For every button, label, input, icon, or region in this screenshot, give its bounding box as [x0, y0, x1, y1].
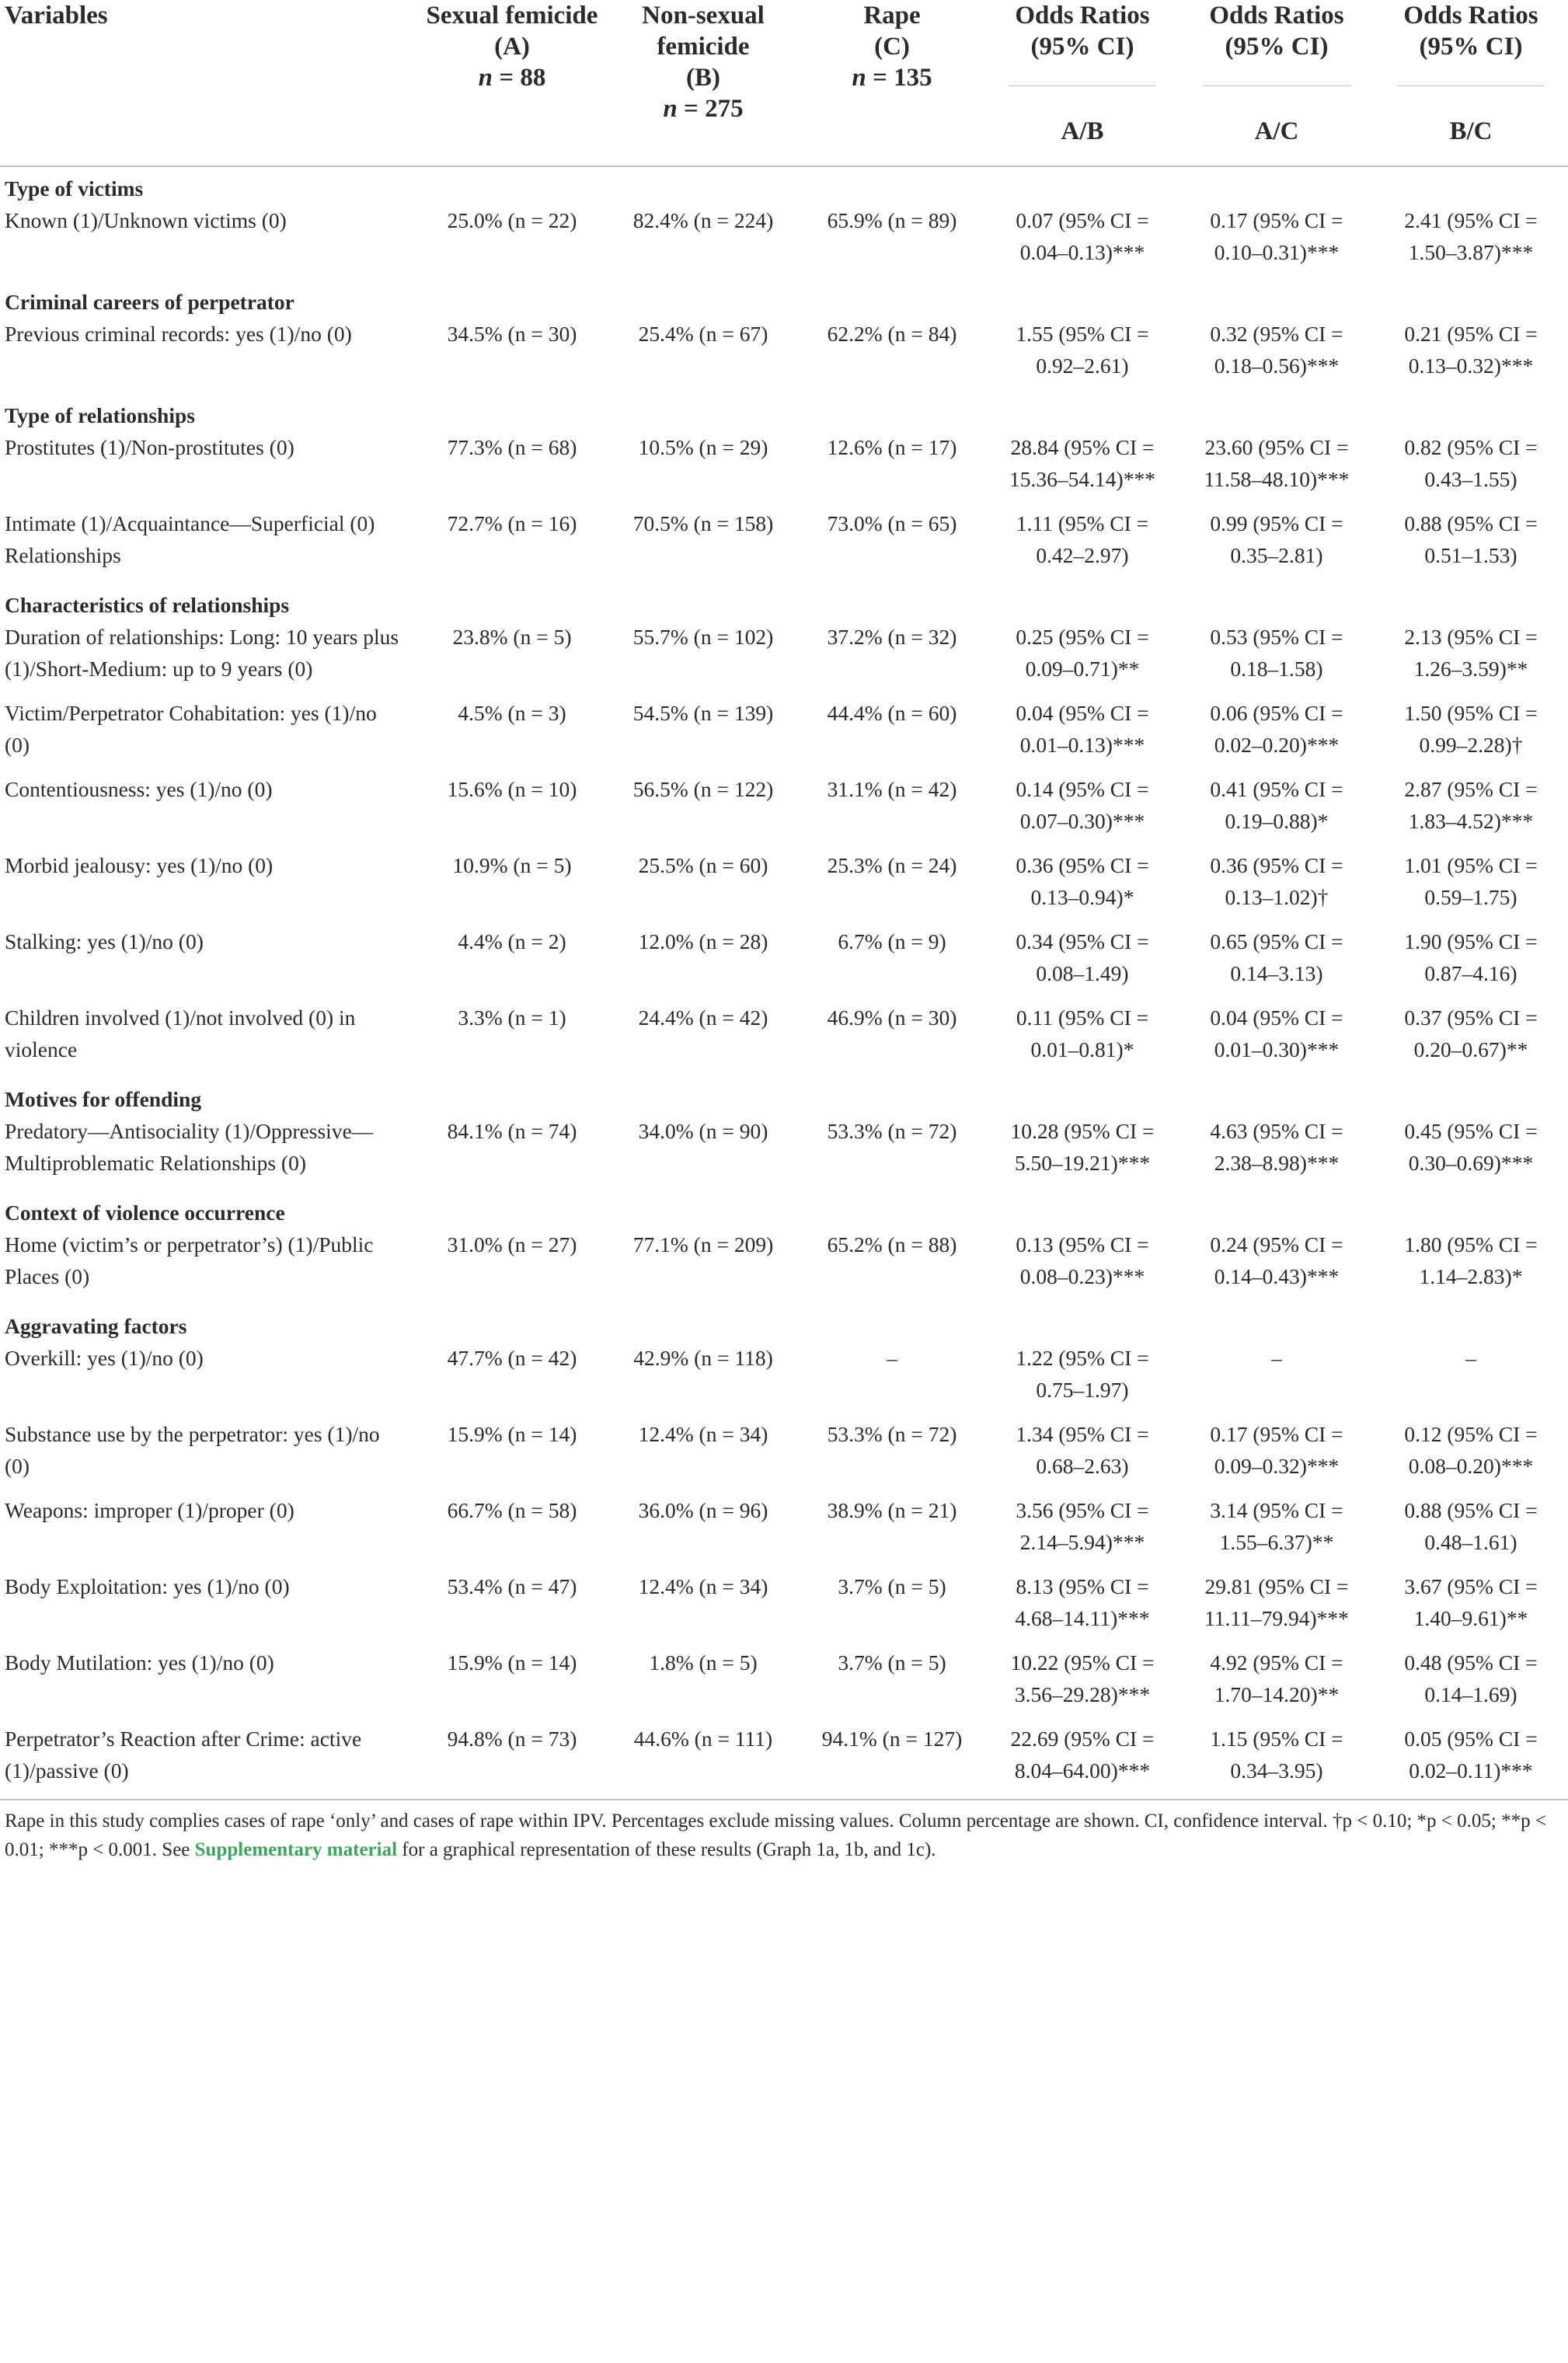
variable-label: Perpetrator’s Reaction after Crime: active (1)/passive (0)	[5, 1727, 362, 1783]
cell-or-ab: 0.13 (95% CI = 0.08–0.23)***	[1016, 1232, 1149, 1288]
table-row	[0, 849, 1568, 913]
cell-group-a: 72.7% (n = 16)	[447, 511, 577, 535]
cell-group-c: 46.9% (n = 30)	[827, 1005, 957, 1030]
cell-group-c: 31.1% (n = 42)	[827, 777, 957, 801]
cell-group-c: 53.3% (n = 72)	[827, 1119, 957, 1143]
cell-group-a: 34.5% (n = 30)	[447, 322, 577, 346]
cell-or-ab: 8.13 (95% CI = 4.68–14.11)***	[1015, 1574, 1150, 1630]
cell-group-c: 3.7% (n = 5)	[838, 1574, 946, 1598]
cell-group-b: 36.0% (n = 96)	[638, 1498, 768, 1522]
section-heading-row	[0, 1191, 1568, 1229]
cell-group-a: 77.3% (n = 68)	[447, 435, 577, 459]
cell-or-bc: 2.13 (95% CI = 1.26–3.59)**	[1404, 625, 1538, 681]
cell-group-a: 15.9% (n = 14)	[447, 1422, 577, 1446]
cell-or-ab: 0.07 (95% CI = 0.04–0.13)***	[1016, 208, 1149, 264]
cell-or-ac: 0.41 (95% CI = 0.19–0.88)*	[1210, 777, 1343, 833]
cell-group-a: 4.4% (n = 2)	[458, 929, 566, 953]
cell-or-ab: 0.11 (95% CI = 0.01–0.81)*	[1016, 1005, 1149, 1061]
cell-or-ab: 0.34 (95% CI = 0.08–1.49)	[1016, 929, 1149, 985]
table-row	[0, 1494, 1568, 1558]
cell-or-bc: 0.21 (95% CI = 0.13–0.32)***	[1404, 322, 1538, 378]
cell-or-bc: 0.45 (95% CI = 0.30–0.69)***	[1404, 1119, 1538, 1175]
cell-group-b: 12.4% (n = 34)	[638, 1422, 768, 1446]
table-row	[0, 431, 1568, 495]
variable-label: Known (1)/Unknown victims (0)	[5, 208, 287, 232]
cell-group-a: 15.9% (n = 14)	[447, 1650, 577, 1675]
cell-group-c: 62.2% (n = 84)	[827, 322, 957, 346]
table-row	[0, 1229, 1568, 1292]
cell-or-bc: –	[1465, 1346, 1476, 1370]
table-row	[0, 925, 1568, 989]
variable-label: Body Mutilation: yes (1)/no (0)	[5, 1650, 274, 1675]
cell-or-ac: –	[1271, 1346, 1282, 1370]
variable-label: Substance use by the perpetrator: yes (1)/no (0)	[5, 1422, 380, 1478]
variable-label: Overkill: yes (1)/no (0)	[5, 1346, 204, 1370]
cell-or-ab: 0.14 (95% CI = 0.07–0.30)***	[1016, 777, 1149, 833]
cell-or-ab: 0.04 (95% CI = 0.01–0.13)***	[1016, 701, 1149, 757]
section-heading: Criminal careers of perpetrator	[5, 290, 294, 314]
cell-group-a: 15.6% (n = 10)	[447, 777, 577, 801]
cell-or-ab: 22.69 (95% CI = 8.04–64.00)***	[1010, 1727, 1155, 1783]
cell-group-a: 31.0% (n = 27)	[447, 1232, 577, 1256]
cell-or-ab: 1.55 (95% CI = 0.92–2.61)	[1016, 322, 1149, 378]
table-body	[0, 166, 1568, 1800]
table-row	[0, 1002, 1568, 1065]
cell-group-a: 47.7% (n = 42)	[447, 1346, 577, 1370]
variable-label: Morbid jealousy: yes (1)/no (0)	[5, 853, 274, 877]
cell-group-b: 10.5% (n = 29)	[638, 435, 768, 459]
cell-group-c: 25.3% (n = 24)	[827, 853, 957, 877]
cell-group-c: 94.1% (n = 127)	[821, 1727, 963, 1751]
cell-group-c: 12.6% (n = 17)	[827, 435, 957, 459]
variable-label: Prostitutes (1)/Non-prostitutes (0)	[5, 435, 294, 459]
cell-or-ac: 0.17 (95% CI = 0.09–0.32)***	[1210, 1422, 1343, 1478]
cell-group-c: 73.0% (n = 65)	[827, 511, 957, 535]
cell-group-a: 3.3% (n = 1)	[458, 1005, 566, 1030]
section-heading-row	[0, 1305, 1568, 1342]
cell-or-bc: 0.05 (95% CI = 0.02–0.11)***	[1404, 1727, 1538, 1783]
cell-or-ab: 0.25 (95% CI = 0.09–0.71)**	[1016, 625, 1149, 681]
variable-label: Contentiousness: yes (1)/no (0)	[5, 777, 273, 801]
table-row	[0, 773, 1568, 837]
table-row	[0, 621, 1568, 685]
variable-label: Body Exploitation: yes (1)/no (0)	[5, 1574, 290, 1598]
cell-group-a: 4.5% (n = 3)	[458, 701, 566, 725]
table-row	[0, 1647, 1568, 1710]
cell-or-bc: 0.12 (95% CI = 0.08–0.20)***	[1404, 1422, 1538, 1478]
cell-or-ab: 1.22 (95% CI = 0.75–1.97)	[1016, 1346, 1149, 1402]
variable-label: Intimate (1)/Acquaintance—Superficial (0) Relationships	[5, 511, 375, 567]
or-header-ac: Odds Ratios (95% CI) A/C	[1179, 0, 1374, 147]
supplementary-material-link[interactable]: Supplementary material	[194, 1839, 398, 1860]
cell-or-bc: 1.50 (95% CI = 0.99–2.28)†	[1404, 701, 1538, 757]
section-heading-row	[0, 584, 1568, 621]
variable-label: Victim/Perpetrator Cohabitation: yes (1)/no (0)	[5, 701, 377, 757]
section-heading: Context of violence occurrence	[5, 1201, 285, 1225]
cell-or-ab: 10.22 (95% CI = 3.56–29.28)***	[1010, 1650, 1155, 1706]
cell-or-ab: 10.28 (95% CI = 5.50–19.21)***	[1010, 1119, 1155, 1175]
cell-group-b: 54.5% (n = 139)	[632, 701, 774, 725]
cell-group-c: 53.3% (n = 72)	[827, 1422, 957, 1446]
group-c-header: Rape (C) n = 135	[852, 2, 932, 92]
section-heading-row	[0, 1078, 1568, 1115]
cell-group-c: 44.4% (n = 60)	[827, 701, 957, 725]
cell-group-b: 34.0% (n = 90)	[638, 1119, 768, 1143]
cell-group-a: 25.0% (n = 22)	[447, 208, 577, 232]
cell-group-b: 55.7% (n = 102)	[632, 625, 774, 649]
cell-or-bc: 1.90 (95% CI = 0.87–4.16)	[1404, 929, 1538, 985]
cell-or-ac: 23.60 (95% CI = 11.58–48.10)***	[1204, 435, 1350, 491]
cell-or-bc: 1.80 (95% CI = 1.14–2.83)*	[1404, 1232, 1538, 1288]
cell-group-a: 66.7% (n = 58)	[447, 1498, 577, 1522]
cell-or-bc: 0.82 (95% CI = 0.43–1.55)	[1404, 435, 1538, 491]
cell-group-a: 10.9% (n = 5)	[452, 853, 572, 877]
table-row	[0, 204, 1568, 268]
cell-group-b: 12.4% (n = 34)	[638, 1574, 768, 1598]
cell-group-c: 38.9% (n = 21)	[827, 1498, 957, 1522]
cell-or-ac: 0.36 (95% CI = 0.13–1.02)†	[1210, 853, 1343, 909]
cell-or-ac: 0.65 (95% CI = 0.14–3.13)	[1210, 929, 1343, 985]
table-row	[0, 1723, 1568, 1786]
cell-group-c: 6.7% (n = 9)	[838, 929, 946, 953]
cell-or-bc: 3.67 (95% CI = 1.40–9.61)**	[1404, 1574, 1538, 1630]
cell-or-ac: 0.53 (95% CI = 0.18–1.58)	[1210, 625, 1343, 681]
cell-or-bc: 1.01 (95% CI = 0.59–1.75)	[1404, 853, 1538, 909]
variable-label: Predatory—Antisociality (1)/Oppressive—Multiproblematic Relationships (0)	[5, 1119, 374, 1175]
table-row	[0, 697, 1568, 761]
cell-or-bc: 2.41 (95% CI = 1.50–3.87)***	[1404, 208, 1538, 264]
table-row	[0, 1342, 1568, 1406]
cell-or-ac: 29.81 (95% CI = 11.11–79.94)***	[1204, 1574, 1349, 1630]
cell-or-bc: 2.87 (95% CI = 1.83–4.52)***	[1404, 777, 1538, 833]
cell-group-b: 77.1% (n = 209)	[632, 1232, 774, 1256]
variable-label: Home (victim’s or perpetrator’s) (1)/Public Places (0)	[5, 1232, 374, 1288]
cell-group-b: 25.5% (n = 60)	[638, 853, 768, 877]
cell-group-b: 82.4% (n = 224)	[632, 208, 774, 232]
cell-group-c: –	[887, 1346, 897, 1370]
cell-or-ac: 4.92 (95% CI = 1.70–14.20)**	[1210, 1650, 1343, 1706]
cell-or-ac: 0.24 (95% CI = 0.14–0.43)***	[1210, 1232, 1343, 1288]
cell-or-ab: 3.56 (95% CI = 2.14–5.94)***	[1016, 1498, 1149, 1554]
cell-group-b: 56.5% (n = 122)	[632, 777, 774, 801]
section-heading-row	[0, 281, 1568, 318]
cell-group-c: 65.2% (n = 88)	[827, 1232, 957, 1256]
cell-or-ac: 0.32 (95% CI = 0.18–0.56)***	[1210, 322, 1343, 378]
cell-or-bc: 0.88 (95% CI = 0.51–1.53)	[1404, 511, 1538, 567]
footnote-text: Rape in this study complies cases of rape ‘only’ and cases of rape within IPV. Percentages exclude missing values. Column percentage are shown. CI, confidence interval. †p < 0.10; *p < 0.05; **p < 0.01; ***p < 0.001. See	[5, 1811, 1546, 1860]
variable-label: Children involved (1)/not involved (0) in violence	[5, 1005, 356, 1061]
table-row	[0, 318, 1568, 382]
section-heading: Type of victims	[5, 176, 144, 200]
cell-or-ab: 28.84 (95% CI = 15.36–54.14)***	[1009, 435, 1155, 491]
cell-or-ab: 1.34 (95% CI = 0.68–2.63)	[1016, 1422, 1149, 1478]
section-heading-row	[0, 394, 1568, 431]
variable-label: Weapons: improper (1)/proper (0)	[5, 1498, 294, 1522]
cell-group-c: 37.2% (n = 32)	[827, 625, 957, 649]
cell-or-ac: 0.17 (95% CI = 0.10–0.31)***	[1210, 208, 1343, 264]
table-row	[0, 1115, 1568, 1179]
variable-label: Stalking: yes (1)/no (0)	[5, 929, 204, 953]
cell-or-bc: 0.37 (95% CI = 0.20–0.67)**	[1404, 1005, 1538, 1061]
table-row	[0, 1570, 1568, 1634]
variables-header: Variables	[5, 2, 108, 30]
cell-group-b: 25.4% (n = 67)	[638, 322, 768, 346]
cell-group-b: 70.5% (n = 158)	[632, 511, 774, 535]
cell-or-ac: 0.04 (95% CI = 0.01–0.30)***	[1210, 1005, 1343, 1061]
group-a-header: Sexual femicide (A) n = 88	[426, 2, 598, 92]
or-header-bc: Odds Ratios (95% CI) B/C	[1374, 0, 1568, 147]
table-footnote	[0, 1800, 1568, 1864]
section-heading: Characteristics of relationships	[5, 593, 290, 617]
cell-group-a: 94.8% (n = 73)	[447, 1727, 577, 1751]
variable-label: Previous criminal records: yes (1)/no (0)	[5, 322, 352, 346]
cell-or-ab: 1.11 (95% CI = 0.42–2.97)	[1016, 511, 1149, 567]
cell-group-b: 42.9% (n = 118)	[633, 1346, 773, 1370]
footnote-tail: for a graphical representation of these results (Graph 1a, 1b, and 1c).	[402, 1839, 936, 1860]
variable-label: Duration of relationships: Long: 10 years plus (1)/Short-Medium: up to 9 years (0)	[5, 625, 399, 681]
cell-or-ab: 0.36 (95% CI = 0.13–0.94)*	[1016, 853, 1149, 909]
cell-or-ac: 3.14 (95% CI = 1.55–6.37)**	[1210, 1498, 1343, 1554]
cell-group-b: 1.8% (n = 5)	[649, 1650, 758, 1675]
cell-group-a: 23.8% (n = 5)	[452, 625, 572, 649]
section-heading: Aggravating factors	[5, 1314, 187, 1338]
cell-group-c: 65.9% (n = 89)	[827, 208, 957, 232]
cell-group-c: 3.7% (n = 5)	[838, 1650, 946, 1675]
cell-or-ac: 0.99 (95% CI = 0.35–2.81)	[1210, 511, 1343, 567]
cell-or-ac: 1.15 (95% CI = 0.34–3.95)	[1210, 1727, 1343, 1783]
table-row	[0, 1418, 1568, 1482]
or-header-ab: Odds Ratios (95% CI) A/B	[985, 0, 1179, 147]
section-heading: Type of relationships	[5, 403, 195, 427]
table-row	[0, 507, 1568, 571]
cell-group-a: 84.1% (n = 74)	[447, 1119, 577, 1143]
cell-group-b: 12.0% (n = 28)	[638, 929, 768, 953]
group-b-header: Non-sexual femicide (B) n = 275	[642, 2, 765, 123]
cell-or-bc: 0.88 (95% CI = 0.48–1.61)	[1404, 1498, 1538, 1554]
section-heading: Motives for offending	[5, 1087, 202, 1111]
cell-or-ac: 4.63 (95% CI = 2.38–8.98)***	[1210, 1119, 1343, 1175]
cell-or-ac: 0.06 (95% CI = 0.02–0.20)***	[1210, 701, 1343, 757]
section-heading-row	[0, 166, 1568, 204]
cell-group-a: 53.4% (n = 47)	[447, 1574, 577, 1598]
cell-or-bc: 0.48 (95% CI = 0.14–1.69)	[1404, 1650, 1538, 1706]
cell-group-b: 24.4% (n = 42)	[638, 1005, 768, 1030]
cell-group-b: 44.6% (n = 111)	[633, 1727, 773, 1751]
